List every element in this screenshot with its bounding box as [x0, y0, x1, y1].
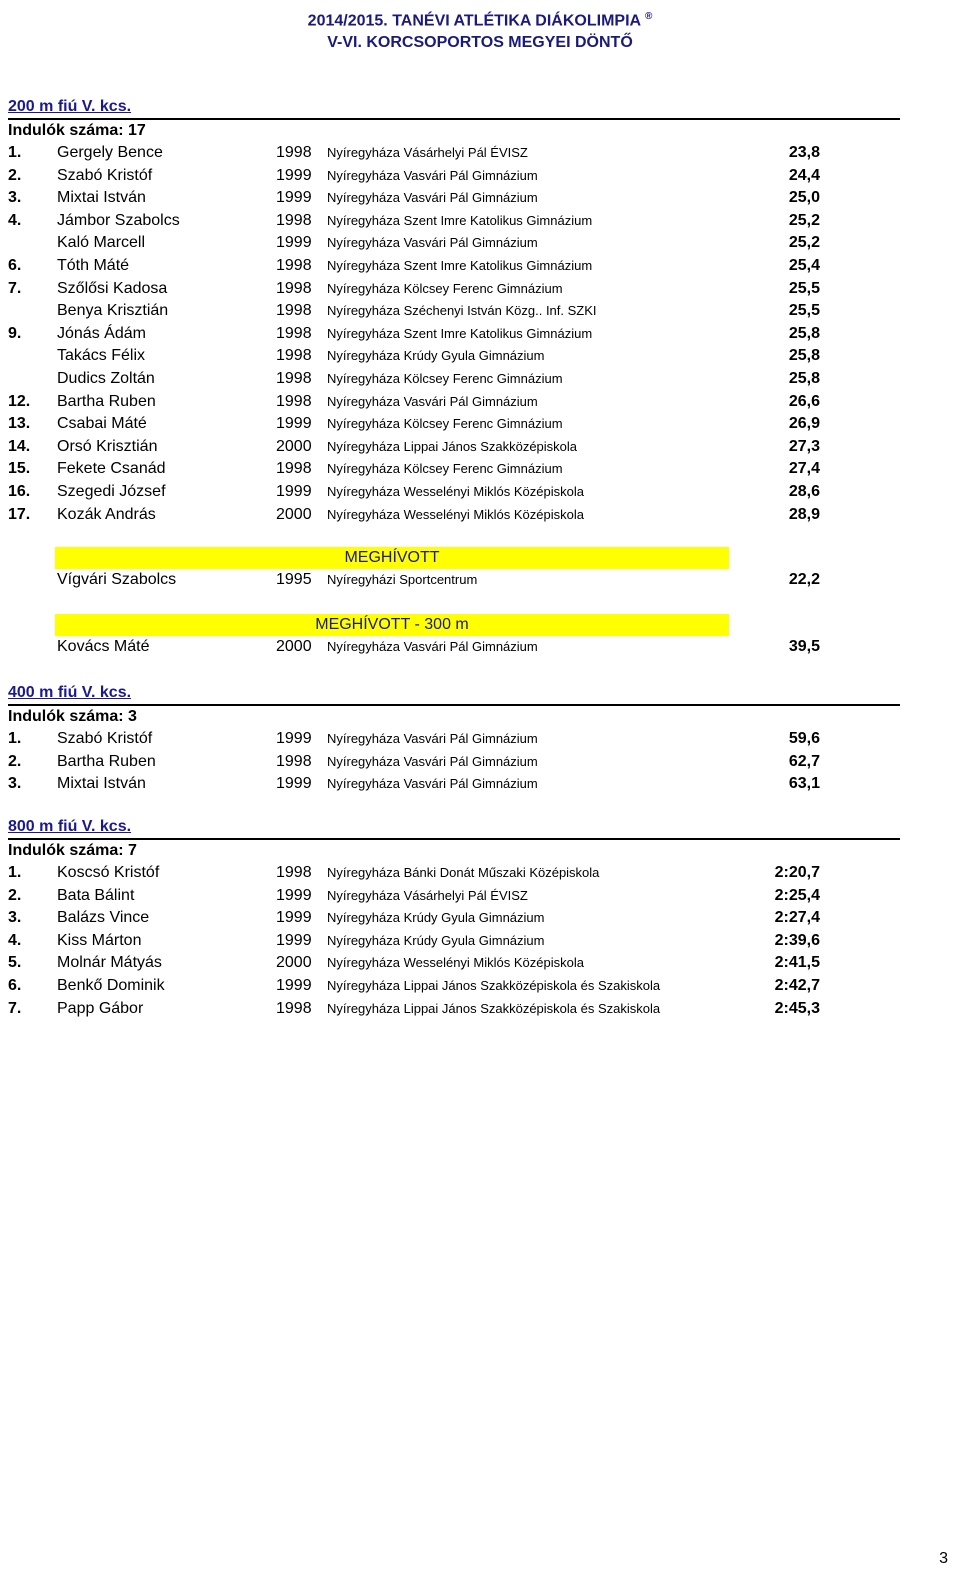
athlete-name: Jónás Ádám [57, 324, 146, 342]
school-name: Nyíregyháza Kölcsey Ferenc Gimnázium [327, 416, 563, 432]
school-name: Nyíregyháza Vásárhelyi Pál ÉVISZ [327, 887, 528, 903]
birth-year: 1999 [276, 775, 312, 793]
place-number: 5. [8, 954, 22, 972]
result-value: 24,4 [788, 166, 820, 184]
results-list [8, 728, 900, 796]
school-name: Nyíregyháza Wesselényi Miklós Középiskola [327, 483, 584, 499]
birth-year: 1999 [276, 931, 312, 949]
result-value: 25,5 [788, 302, 820, 320]
birth-year: 1999 [276, 730, 312, 747]
section-800m [8, 816, 900, 1020]
athlete-name: Orsó Krisztián [57, 437, 158, 455]
section-count: Indulók száma: 7 [8, 838, 900, 862]
school-name: Nyíregyháza Krúdy Gyula Gimnázium [327, 348, 545, 364]
school-name: Nyíregyháza Szent Imre Katolikus Gimnázium [327, 257, 593, 273]
athlete-name: Mixtai István [57, 775, 146, 793]
result-row [8, 458, 900, 481]
birth-year: 1999 [276, 415, 312, 433]
birth-year: 1999 [276, 189, 312, 207]
athlete-name: Tóth Máté [57, 256, 130, 274]
birth-year: 1998 [276, 752, 312, 770]
place-number: 13. [8, 415, 31, 433]
athlete-name: Balázs Vince [57, 909, 150, 927]
result-value: 2:20,7 [774, 864, 820, 881]
document-header [0, 6, 960, 54]
result-row [8, 345, 900, 368]
school-name: Nyíregyháza Vasvári Pál Gimnázium [327, 167, 538, 183]
result-row [8, 300, 900, 323]
place-number: 6. [8, 256, 22, 274]
birth-year: 1998 [276, 347, 312, 365]
birth-year: 1999 [276, 976, 312, 994]
result-row [8, 504, 900, 527]
place-number: 17. [8, 505, 31, 523]
section-title: 200 m fiú V. kcs. [8, 98, 132, 115]
results-list [8, 142, 900, 526]
school-name: Nyíregyháza Krúdy Gyula Gimnázium [327, 932, 545, 948]
result-row [8, 751, 900, 774]
result-value: 25,5 [788, 279, 820, 297]
result-row [8, 952, 900, 975]
school-name: Nyíregyháza Krúdy Gyula Gimnázium [327, 910, 545, 926]
birth-year: 1998 [276, 392, 312, 410]
school-name: Nyíregyháza Lippai János Szakközépiskola [327, 438, 578, 454]
place-number: 1. [8, 144, 22, 161]
result-value: 27,4 [788, 460, 820, 478]
birth-year: 2000 [276, 437, 312, 455]
birth-year: 1999 [276, 234, 312, 252]
section-400m [8, 682, 900, 796]
result-value: 62,7 [788, 752, 820, 770]
athlete-name: Szabó Kristóf [57, 166, 153, 184]
athlete-name: Szőlősi Kadosa [57, 279, 168, 297]
place-number: 2. [8, 886, 22, 904]
school-name: Nyíregyháza Vasvári Pál Gimnázium [327, 639, 538, 654]
registered-mark: ® [644, 11, 653, 22]
school-name: Nyíregyháza Kölcsey Ferenc Gimnázium [327, 280, 563, 296]
birth-year: 1998 [276, 999, 312, 1017]
birth-year: 1998 [276, 324, 312, 342]
result-value: 26,9 [788, 415, 820, 433]
invited-row-1 [8, 569, 900, 592]
result-value: 2:45,3 [774, 999, 820, 1017]
athlete-name: Szabó Kristóf [57, 730, 153, 747]
section-200m [8, 96, 900, 526]
athlete-name: Bata Bálint [57, 886, 135, 904]
header-subtitle: V-VI. KORCSOPORTOS MEGYEI DÖNTŐ [327, 34, 633, 52]
result-value: 59,6 [788, 730, 820, 747]
result-row [8, 210, 900, 233]
place-number: 14. [8, 437, 31, 455]
school-name: Nyíregyháza Kölcsey Ferenc Gimnázium [327, 461, 563, 477]
place-number: 2. [8, 752, 22, 770]
result-row [8, 165, 900, 188]
birth-year: 1998 [276, 279, 312, 297]
result-row [8, 187, 900, 210]
birth-year: 1998 [276, 256, 312, 274]
birth-year: 1999 [276, 909, 312, 927]
birth-year: 2000 [276, 638, 312, 655]
athlete-name: Kaló Marcell [57, 234, 146, 252]
result-value: 27,3 [788, 437, 820, 455]
result-row [8, 975, 900, 998]
athlete-name: Dudics Zoltán [57, 369, 155, 387]
result-row [8, 773, 900, 796]
result-value: 2:27,4 [774, 909, 820, 927]
result-row [8, 255, 900, 278]
result-value: 25,8 [788, 324, 820, 342]
place-number: 3. [8, 909, 22, 927]
section-count: Indulók száma: 3 [8, 704, 900, 728]
result-value: 2:41,5 [774, 954, 820, 972]
birth-year: 2000 [276, 505, 312, 523]
result-value: 28,9 [788, 505, 820, 523]
result-value: 25,2 [788, 211, 820, 229]
place-number: 16. [8, 482, 31, 500]
birth-year: 2000 [276, 954, 312, 972]
school-name: Nyíregyháza Lippai János Szakközépiskola és Szakiskola [327, 1000, 661, 1016]
athlete-name: Jámbor Szabolcs [57, 211, 180, 229]
result-row [8, 862, 900, 885]
result-value: 2:25,4 [774, 886, 820, 904]
birth-year: 1998 [276, 144, 312, 161]
athlete-name: Kozák András [57, 505, 156, 523]
place-number: 7. [8, 279, 22, 297]
result-value: 22,2 [788, 571, 820, 588]
school-name: Nyíregyháza Wesselényi Miklós Középiskola [327, 506, 584, 522]
place-number: 3. [8, 189, 22, 207]
school-name: Nyíregyháza Vasvári Pál Gimnázium [327, 235, 538, 251]
school-name: Nyíregyháza Vasvári Pál Gimnázium [327, 731, 538, 746]
athlete-name: Bartha Ruben [57, 752, 156, 770]
section-title: 400 m fiú V. kcs. [8, 684, 132, 701]
place-number: 15. [8, 460, 31, 478]
result-row [8, 391, 900, 414]
result-row [8, 885, 900, 908]
result-row [8, 569, 900, 592]
result-value: 28,6 [788, 482, 820, 500]
birth-year: 1998 [276, 211, 312, 229]
athlete-name: Kiss Márton [57, 931, 142, 949]
result-row [8, 930, 900, 953]
result-value: 25,0 [788, 189, 820, 207]
athlete-name: Szegedi József [57, 482, 166, 500]
athlete-name: Mixtai István [57, 189, 146, 207]
athlete-name: Kovács Máté [57, 638, 150, 655]
school-name: Nyíregyháza Vasvári Pál Gimnázium [327, 776, 538, 792]
place-number: 12. [8, 392, 31, 410]
place-number: 2. [8, 166, 22, 184]
place-number: 9. [8, 324, 22, 342]
place-number: 4. [8, 211, 22, 229]
result-row [8, 232, 900, 255]
athlete-name: Bartha Ruben [57, 392, 156, 410]
result-value: 63,1 [788, 775, 820, 793]
athlete-name: Gergely Bence [57, 144, 163, 161]
athlete-name: Molnár Mátyás [57, 954, 162, 972]
result-row [8, 481, 900, 504]
birth-year: 1998 [276, 460, 312, 478]
result-row [8, 636, 900, 659]
athlete-name: Benya Krisztián [57, 302, 169, 320]
birth-year: 1998 [276, 302, 312, 320]
birth-year: 1995 [276, 571, 312, 588]
school-name: Nyíregyháza Széchenyi István Közg.. Inf. SZKI [327, 303, 597, 319]
school-name: Nyíregyháza Kölcsey Ferenc Gimnázium [327, 370, 563, 386]
result-value: 26,6 [788, 392, 820, 410]
school-name: Nyíregyháza Vásárhelyi Pál ÉVISZ [327, 145, 528, 160]
section-count: Indulók száma: 17 [8, 118, 900, 142]
header-title [0, 6, 960, 32]
result-row [8, 907, 900, 930]
athlete-name: Takács Félix [57, 347, 146, 365]
athlete-name: Csabai Máté [57, 415, 147, 433]
school-name: Nyíregyházi Sportcentrum [327, 572, 478, 587]
invited-banner-300m: MEGHÍVOTT - 300 m [55, 614, 729, 636]
result-row [8, 323, 900, 346]
school-name: Nyíregyháza Vasvári Pál Gimnázium [327, 190, 538, 206]
school-name: Nyíregyháza Wesselényi Miklós Középiskola [327, 955, 584, 971]
athlete-name: Koscsó Kristóf [57, 864, 160, 881]
invited-banner: MEGHÍVOTT [55, 547, 729, 569]
school-name: Nyíregyháza Vasvári Pál Gimnázium [327, 393, 538, 409]
birth-year: 1999 [276, 482, 312, 500]
result-row [8, 436, 900, 459]
result-value: 39,5 [788, 638, 820, 655]
header-line1: 2014/2015. TANÉVI ATLÉTIKA DIÁKOLIMPIA [307, 12, 641, 30]
result-value: 25,8 [788, 347, 820, 365]
school-name: Nyíregyháza Bánki Donát Műszaki Középiskola [327, 865, 600, 880]
birth-year: 1998 [276, 369, 312, 387]
result-row [8, 278, 900, 301]
result-row [8, 728, 900, 751]
school-name: Nyíregyháza Lippai János Szakközépiskola és Szakiskola [327, 977, 661, 993]
place-number: 4. [8, 931, 22, 949]
result-value: 25,4 [788, 256, 820, 274]
result-value: 25,2 [788, 234, 820, 252]
athlete-name: Vígvári Szabolcs [57, 571, 177, 588]
athlete-name: Fekete Csanád [57, 460, 166, 478]
result-row [8, 998, 900, 1021]
birth-year: 1998 [276, 864, 312, 881]
place-number: 1. [8, 864, 22, 881]
school-name: Nyíregyháza Vasvári Pál Gimnázium [327, 753, 538, 769]
result-value: 23,8 [788, 144, 820, 161]
athlete-name: Papp Gábor [57, 999, 144, 1017]
place-number: 7. [8, 999, 22, 1017]
invited-row-2 [8, 636, 900, 659]
result-value: 25,8 [788, 369, 820, 387]
results-list [8, 862, 900, 1020]
result-row [8, 368, 900, 391]
birth-year: 1999 [276, 166, 312, 184]
result-row [8, 413, 900, 436]
school-name: Nyíregyháza Szent Imre Katolikus Gimnázium [327, 212, 593, 228]
place-number: 1. [8, 730, 22, 747]
place-number: 6. [8, 976, 22, 994]
section-title: 800 m fiú V. kcs. [8, 818, 132, 835]
page-number: 3 [939, 1550, 948, 1567]
athlete-name: Benkő Dominik [57, 976, 165, 994]
result-value: 2:39,6 [774, 931, 820, 949]
place-number: 3. [8, 775, 22, 793]
school-name: Nyíregyháza Szent Imre Katolikus Gimnázium [327, 325, 593, 341]
birth-year: 1999 [276, 886, 312, 904]
result-value: 2:42,7 [774, 976, 820, 994]
result-row [8, 142, 900, 165]
